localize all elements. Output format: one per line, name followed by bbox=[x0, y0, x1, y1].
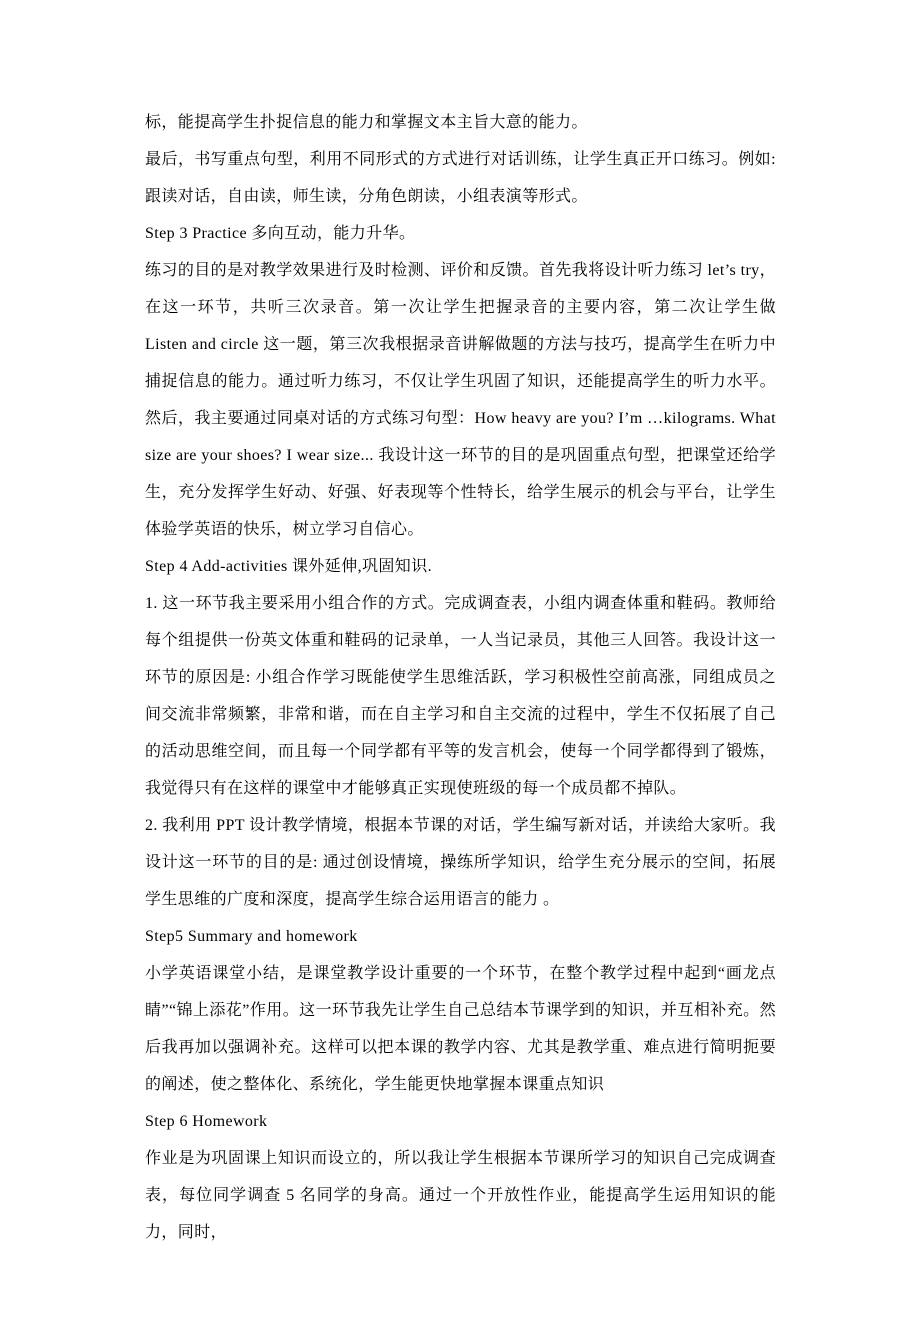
step6-heading: Step 6 Homework bbox=[145, 1113, 268, 1130]
step4-body-group-work: 1. 这一环节我主要采用小组合作的方式。完成调查表，小组内调查体重和鞋码。教师给每个组提供一份英文体重和鞋码的记录单，一人当记录员，其他三人回答。我设计这一环节的原因是: 小组合作学习既能使学生思维活跃，学习积极性空前高涨，同组成员之间交流非常频繁，非常和谐，而在自主学习和自主交流的过程中，学生不仅拓展了自己的活动思维空间，而且每一个同学都有平等的发言机会，使每一个同学都得到了锻炼，我觉得只有在这样的课堂中才能够真正实现使班级的每一个成员都不掉队。 bbox=[145, 595, 776, 797]
step4-heading: Step 4 Add-activities 课外延伸,巩固知识. bbox=[145, 558, 433, 575]
step4-body-ppt-dialogue: 2. 我利用 PPT 设计教学情境，根据本节课的对话，学生编写新对话，并读给大家听。我设计这一环节的目的是: 通过创设情境，操练所学知识，给学生充分展示的空间，拓展学生思维的广度和深度，提高学生综合运用语言的能力 。 bbox=[145, 817, 776, 908]
step5-body: 小学英语课堂小结，是课堂教学设计重要的一个环节，在整个教学过程中起到“画龙点睛”“锦上添花”作用。这一环节我先让学生自己总结本节课学到的知识，并互相补充。然后我再加以强调补充。这样可以把本课的教学内容、尤其是教学重、难点进行简明扼要的阐述，使之整体化、系统化，学生能更快地掌握本课重点知识 bbox=[145, 965, 776, 1093]
step3-body: 练习的目的是对教学效果进行及时检测、评价和反馈。首先我将设计听力练习 let’s try，在这一环节，共听三次录音。第一次让学生把握录音的主要内容，第二次让学生做 Listen and circle 这一题，第三次我根据录音讲解做题的方法与技巧，提高学生在听力中捕捉信息的能力。通过听力练习，不仅让学生巩固了知识，还能提高学生的听力水平。然后，我主要通过同桌对话的方式练习句型：How heavy are you? I’m …kilograms. What size are your shoes? I wear size... 我设计这一环节的目的是巩固重点句型，把课堂还给学生，充分发挥学生好动、好强、好表现等个性特长，给学生展示的机会与平台，让学生体验学英语的快乐，树立学习自信心。 bbox=[145, 262, 776, 538]
paragraph-continuation: 标，能提高学生扑捉信息的能力和掌握文本主旨大意的能力。 bbox=[145, 114, 588, 131]
step3-heading: Step 3 Practice 多向互动，能力升华。 bbox=[145, 225, 416, 242]
paragraph-dialogue-practice: 最后，书写重点句型，利用不同形式的方式进行对话训练，让学生真正开口练习。例如: 跟读对话，自由读，师生读，分角色朗读，小组表演等形式。 bbox=[145, 151, 776, 205]
step5-heading: Step5 Summary and homework bbox=[145, 928, 358, 945]
step6-body: 作业是为巩固课上知识而设立的，所以我让学生根据本节课所学习的知识自己完成调查表，每位同学调查 5 名同学的身高。通过一个开放性作业，能提高学生运用知识的能力，同时， bbox=[145, 1150, 776, 1241]
